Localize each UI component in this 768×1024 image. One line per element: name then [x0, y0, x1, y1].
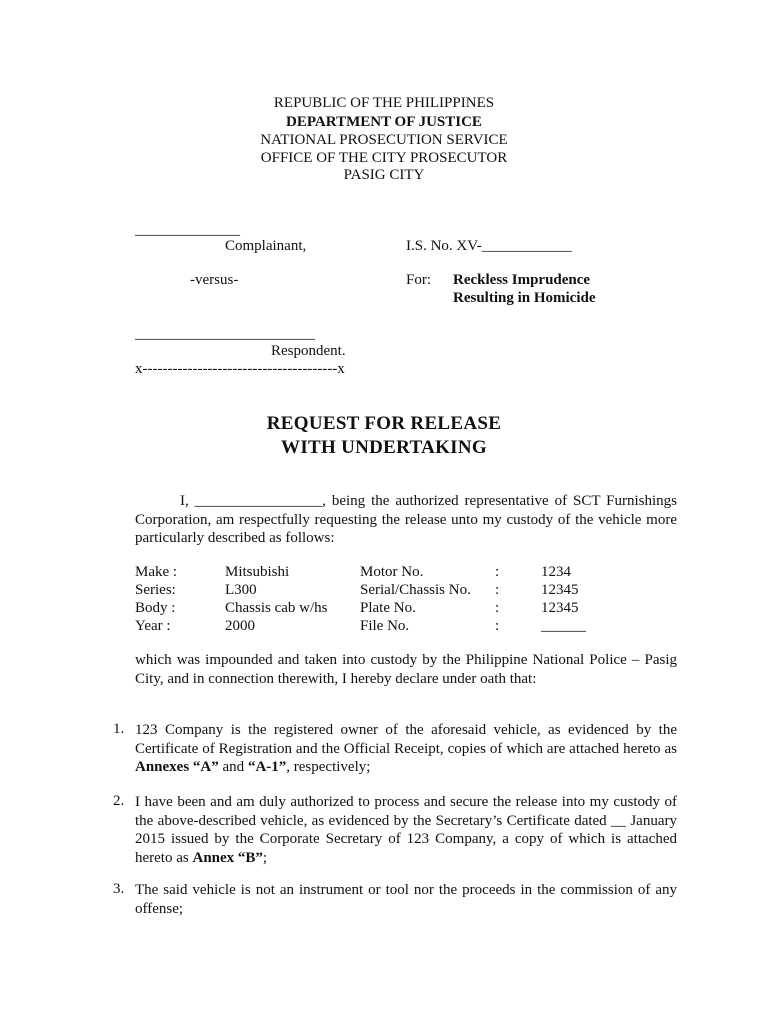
- respondent-label: Respondent.: [271, 343, 346, 359]
- item-1-end: , respectively;: [286, 759, 371, 775]
- item-3: The said vehicle is not an instrument or tool nor the proceeds in the commission of any offense;: [135, 882, 677, 917]
- respondent-blank: ________________________: [135, 326, 315, 342]
- vehicle-details-table: [135, 563, 586, 635]
- vehicle-colon: :: [495, 582, 500, 598]
- vehicle-row-body: [135, 599, 586, 617]
- vehicle-value: 2000: [225, 618, 255, 634]
- item-number-3: 3.: [113, 881, 125, 897]
- item-1-text: 123 Company is the registered owner of the aforesaid vehicle, as evidenced by the Certificate of Registration and the Official Receipt, copies of which are attached hereto as: [135, 722, 677, 757]
- vehicle-label: Body :: [135, 600, 176, 616]
- complainant-label: Complainant,: [225, 238, 307, 254]
- caption-separator: x---------------------------------------x: [135, 361, 345, 377]
- annex-a1: “A-1”: [247, 759, 287, 775]
- vehicle-value: ______: [541, 618, 586, 634]
- item-2-text: I have been and am duly authorized to process and secure the release into my custody of the above-described vehicle, as evidenced by the Secretary’s Certificate dated __ January 2015 issued by the Corporate Secretary of 123 Company, a copy of which is attached hereto as: [135, 794, 677, 866]
- vehicle-value: Chassis cab w/hs: [225, 600, 328, 616]
- item-number-2: 2.: [113, 793, 125, 809]
- versus-label: -versus-: [190, 272, 239, 288]
- vehicle-label: Serial/Chassis No.: [360, 582, 471, 598]
- item-1: [135, 721, 677, 777]
- offense-line-1: Reckless Imprudence: [453, 272, 591, 288]
- impound-paragraph: which was impounded and taken into custody by the Philippine National Police – Pasig City, and in connection therewith, I hereby declare under oath that:: [135, 652, 677, 687]
- header-nps: NATIONAL PROSECUTION SERVICE: [260, 132, 508, 148]
- header-department: DEPARTMENT OF JUSTICE: [286, 114, 482, 130]
- vehicle-colon: :: [495, 600, 500, 616]
- vehicle-label: Plate No.: [360, 600, 416, 616]
- vehicle-label: Year :: [135, 618, 171, 634]
- vehicle-label: Make :: [135, 564, 178, 580]
- vehicle-row-year: [135, 617, 586, 635]
- annex-b: Annex “B”: [192, 849, 263, 866]
- intro-paragraph: [135, 492, 677, 548]
- vehicle-row-series: [135, 581, 586, 599]
- header-republic: REPUBLIC OF THE PHILIPPINES: [273, 95, 495, 111]
- document-title-line-1: REQUEST FOR RELEASE: [266, 413, 502, 434]
- vehicle-value: 1234: [541, 564, 571, 580]
- intro-text: I, _________________, being the authorized representative of SCT Furnishings Corporation, am respectfully requesting the release unto my custody of the vehicle more particularly described as follows:: [135, 493, 677, 546]
- vehicle-label: Series:: [135, 582, 176, 598]
- header-city: PASIG CITY: [343, 167, 425, 183]
- item-number-1: 1.: [113, 721, 125, 737]
- is-number: I.S. No. XV-____________: [406, 238, 572, 254]
- vehicle-value: 12345: [541, 600, 579, 616]
- vehicle-value: L300: [225, 582, 257, 598]
- offense-line-2: Resulting in Homicide: [453, 290, 596, 306]
- for-label: For:: [406, 272, 432, 288]
- vehicle-colon: :: [495, 564, 500, 580]
- vehicle-row-make: [135, 563, 586, 581]
- vehicle-colon: :: [495, 618, 500, 634]
- item-2: [135, 793, 677, 867]
- vehicle-label: Motor No.: [360, 564, 424, 580]
- item-1-and: and: [218, 759, 248, 775]
- vehicle-value: Mitsubishi: [225, 564, 290, 580]
- document-title-line-2: WITH UNDERTAKING: [281, 437, 487, 458]
- annex-a: Annexes “A”: [135, 759, 219, 775]
- complainant-blank: ______________: [135, 222, 240, 238]
- header-office: OFFICE OF THE CITY PROSECUTOR: [260, 150, 508, 166]
- vehicle-value: 12345: [541, 582, 579, 598]
- item-2-end: ;: [262, 849, 268, 866]
- vehicle-label: File No.: [360, 618, 410, 634]
